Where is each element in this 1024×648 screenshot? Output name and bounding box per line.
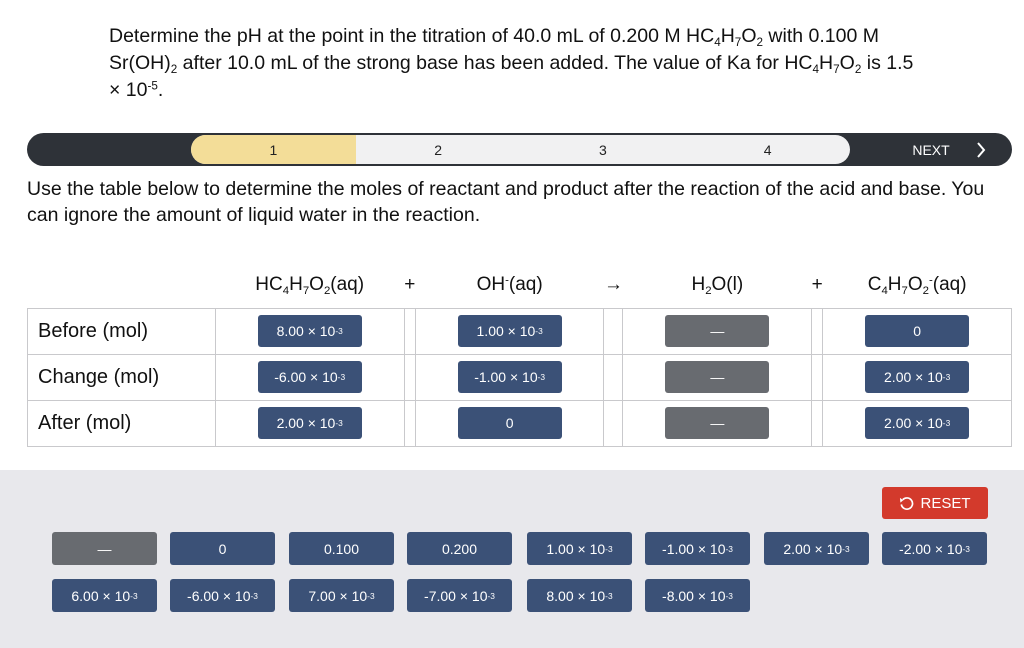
header-acid: $HC_4H_7O_2(aq)$ [255,273,365,297]
bank-chip[interactable]: 1.00 × 10 -3 [527,532,632,565]
op-spacer [404,400,415,446]
answer-chip[interactable]: — [665,407,769,439]
answer-chip[interactable]: — [665,315,769,347]
header-empty-cell [28,262,216,308]
answer-chip[interactable]: 0 [458,407,562,439]
header-water: $H_2O(l)$ [691,273,744,297]
bank-chip[interactable]: 0.100 [289,532,394,565]
header-plus-1: + [404,273,416,295]
table-row-before [28,308,1012,354]
answer-chip[interactable]: 2.00 × 10 -3 [258,407,362,439]
answer-chip[interactable]: -6.00 × 10 -3 [258,361,362,393]
cell-change-acid [215,354,404,400]
chevron-right-icon [976,142,986,158]
cell-change-base [415,354,604,400]
bank-chip[interactable]: 6.00 × 10 -3 [52,579,157,612]
op-spacer [812,354,823,400]
row-label-change: Change (mol) [28,354,216,400]
bank-chip[interactable]: -7.00 × 10 -3 [407,579,512,612]
instructions-text: Use the table below to determine the moles of reactant and product after the reaction of the acid and base. You can ignore the amount of liquid water in the reaction. [27,178,985,226]
cell-before-acid [215,308,404,354]
table-row-change [28,354,1012,400]
cell-before-conj [823,308,1012,354]
header-plus-2: + [811,273,823,295]
answer-chip[interactable]: — [665,361,769,393]
op-spacer [604,400,623,446]
op-spacer [812,308,823,354]
reset-icon [899,496,914,511]
answer-chip[interactable]: 1.00 × 10 -3 [458,315,562,347]
header-base: OH-(aq) [476,273,543,295]
step-3[interactable]: 3 [598,141,607,158]
bank-chip[interactable]: 0 [170,532,275,565]
answer-chip[interactable]: 2.00 × 10 -3 [865,407,969,439]
bank-chip[interactable]: -8.00 × 10 -3 [645,579,750,612]
row-label-after: After (mol) [28,400,216,446]
bank-chip[interactable]: -6.00 × 10 -3 [170,579,275,612]
answer-chip[interactable]: -1.00 × 10 -3 [458,361,562,393]
bank-chip[interactable]: — [52,532,157,565]
op-spacer [404,308,415,354]
op-spacer [604,308,623,354]
answer-chip[interactable]: 0 [865,315,969,347]
row-label-before: Before (mol) [28,308,216,354]
question-text: Determine the pH at the point in the titration of 40.0 mL of 0.200 M $HC_4H_7O_2$ with 0.100 M $Sr(OH)_2$ after 10.0 mL of the strong base has been added. The value of Ka for $HC_4H_7O_2$ is $1.5 \times 10^{-5}$. [109,25,914,101]
next-button[interactable] [890,135,1008,164]
next-label: NEXT [912,141,950,158]
step-2[interactable]: 2 [434,141,443,158]
cell-after-acid [215,400,404,446]
ice-table [27,262,1012,447]
reset-button[interactable] [882,487,988,519]
table-header-row [28,262,1012,308]
op-spacer [404,354,415,400]
step-list [191,135,850,164]
bank-chip[interactable]: 7.00 × 10 -3 [289,579,394,612]
header-conjugate-base: $C_4H_7O_2^-(aq)$ [867,273,967,297]
bank-chip[interactable]: -1.00 × 10 -3 [645,532,750,565]
reset-label: RESET [920,494,971,512]
cell-after-conj [823,400,1012,446]
bank-chip[interactable]: 2.00 × 10 -3 [764,532,869,565]
cell-before-base [415,308,604,354]
cell-before-water [623,308,812,354]
op-spacer [604,354,623,400]
cell-after-base [415,400,604,446]
cell-after-water [623,400,812,446]
bank-chip[interactable]: -2.00 × 10 -3 [882,532,987,565]
op-spacer [812,400,823,446]
bank-chip[interactable]: 0.200 [407,532,512,565]
step-1[interactable]: 1 [191,135,356,164]
bank-chip[interactable]: 8.00 × 10 -3 [527,579,632,612]
answer-chip[interactable]: 8.00 × 10 -3 [258,315,362,347]
cell-change-water [623,354,812,400]
answer-chip[interactable]: 2.00 × 10 -3 [865,361,969,393]
header-reaction-arrow: → [603,273,623,295]
cell-change-conj [823,354,1012,400]
table-row-after [28,400,1012,446]
step-4[interactable]: 4 [763,141,772,158]
